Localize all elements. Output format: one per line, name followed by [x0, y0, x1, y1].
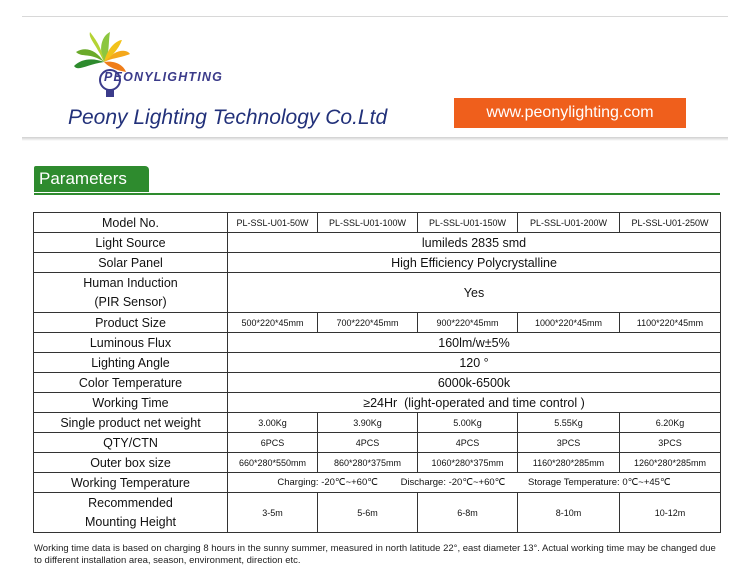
row-label [34, 273, 228, 313]
cell-value: 700*220*45mm [318, 313, 418, 333]
top-divider [22, 16, 728, 17]
row-label: Product Size [34, 313, 228, 333]
row-value [228, 473, 721, 493]
cell-value: 860*280*375mm [318, 453, 418, 473]
row-label: Working Time [34, 393, 228, 413]
cell-value: 3.90Kg [318, 413, 418, 433]
cell-value: 3PCS [518, 433, 620, 453]
row-value: lumileds 2835 smd [228, 233, 721, 253]
table-row [34, 273, 721, 313]
model-cell: PL-SSL-U01-150W [418, 213, 518, 233]
charging-temp: Charging: -20℃~+60℃ [277, 477, 378, 488]
row-label [34, 493, 228, 533]
table-row [34, 373, 721, 393]
table-row [34, 433, 721, 453]
cell-value: 4PCS [318, 433, 418, 453]
row-label: Color Temperature [34, 373, 228, 393]
table-row [34, 313, 721, 333]
cell-value: 5.55Kg [518, 413, 620, 433]
model-cell: PL-SSL-U01-250W [620, 213, 721, 233]
section-underline [34, 193, 720, 195]
row-value: 160lm/w±5% [228, 333, 721, 353]
table-row [34, 393, 721, 413]
cell-value: 5-6m [318, 493, 418, 533]
section-title: Parameters [34, 166, 149, 192]
cell-value: 660*280*550mm [228, 453, 318, 473]
table-row [34, 413, 721, 433]
cell-value: 1160*280*285mm [518, 453, 620, 473]
row-label: Luminous Flux [34, 333, 228, 353]
table-row [34, 473, 721, 493]
company-name: Peony Lighting Technology Co.Ltd [68, 106, 388, 129]
row-value: ≥24Hr (light-operated and time control ) [228, 393, 721, 413]
row-label: Outer box size [34, 453, 228, 473]
row-label: Light Source [34, 233, 228, 253]
cell-value: 1000*220*45mm [518, 313, 620, 333]
footnote: Working time data is based on charging 8 hours in the sunny summer, measured in north latitude 22°, east diameter 13°. Actual working time may be changed due to different installation area, season, environment, direction etc. [34, 543, 716, 566]
model-cell: PL-SSL-U01-200W [518, 213, 620, 233]
cell-value: 5.00Kg [418, 413, 518, 433]
spec-table [33, 212, 721, 533]
website-link[interactable]: www.peonylighting.com [454, 98, 686, 128]
cell-value: 4PCS [418, 433, 518, 453]
cell-value: 1260*280*285mm [620, 453, 721, 473]
cell-value: 10-12m [620, 493, 721, 533]
logo-text: PEONYLIGHTING [104, 70, 224, 84]
cell-value: 500*220*45mm [228, 313, 318, 333]
cell-value: 1060*280*375mm [418, 453, 518, 473]
cell-value: 6PCS [228, 433, 318, 453]
row-label-line: (PIR Sensor) [94, 294, 167, 309]
row-value: 6000k-6500k [228, 373, 721, 393]
table-row [34, 453, 721, 473]
model-label: Model No. [34, 213, 228, 233]
storage-temp: Storage Temperature: 0℃~+45℃ [527, 477, 671, 488]
header-divider [22, 137, 728, 141]
table-row [34, 333, 721, 353]
cell-value: 6-8m [418, 493, 518, 533]
row-value: Yes [228, 273, 721, 313]
cell-value: 3PCS [620, 433, 721, 453]
table-row [34, 253, 721, 273]
cell-value: 1100*220*45mm [620, 313, 721, 333]
row-label: Working Temperature [34, 473, 228, 493]
cell-value: 3.00Kg [228, 413, 318, 433]
row-value: High Efficiency Polycrystalline [228, 253, 721, 273]
table-row [34, 353, 721, 373]
row-label-line: Human Induction [83, 275, 178, 290]
cell-value: 6.20Kg [620, 413, 721, 433]
row-label: QTY/CTN [34, 433, 228, 453]
discharge-temp: Discharge: -20℃~+60℃ [400, 477, 506, 488]
row-label: Solar Panel [34, 253, 228, 273]
model-cell: PL-SSL-U01-100W [318, 213, 418, 233]
peony-logo-icon [60, 20, 250, 110]
model-cell: PL-SSL-U01-50W [228, 213, 318, 233]
table-row [34, 493, 721, 533]
table-row [34, 213, 721, 233]
cell-value: 3-5m [228, 493, 318, 533]
row-label-line: Recommended [88, 495, 173, 510]
cell-value: 900*220*45mm [418, 313, 518, 333]
table-row [34, 233, 721, 253]
row-label: Lighting Angle [34, 353, 228, 373]
row-label: Single product net weight [34, 413, 228, 433]
row-label-line: Mounting Height [84, 514, 177, 529]
cell-value: 8-10m [518, 493, 620, 533]
row-value: 120 ° [228, 353, 721, 373]
